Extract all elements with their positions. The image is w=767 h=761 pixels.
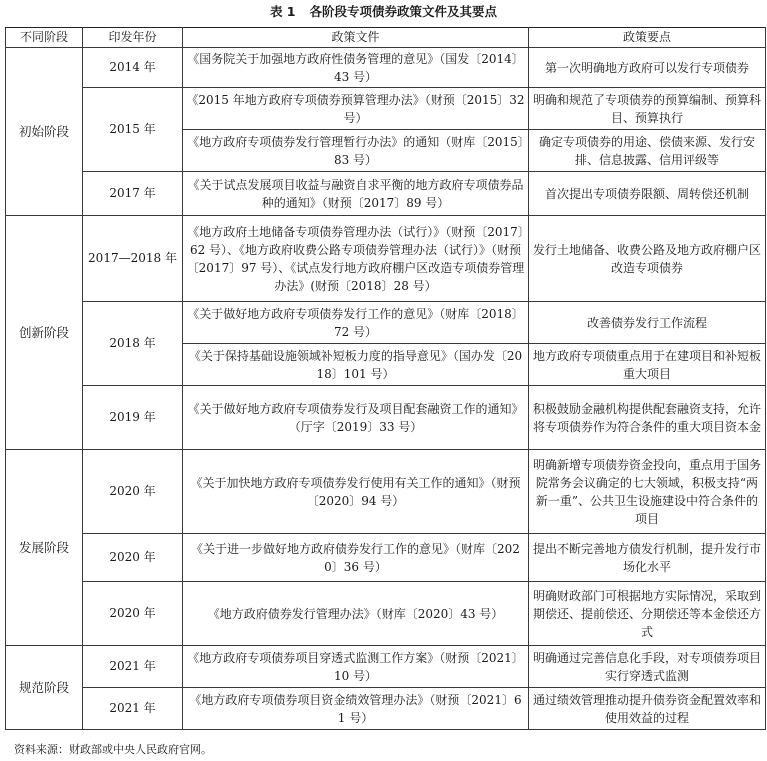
header-document: 政策文件 <box>183 28 529 48</box>
table-row <box>6 688 766 730</box>
key-point-cell: 通过绩效管理推动提升债券资金配置效率和使用效益的过程 <box>529 688 766 730</box>
table-row <box>6 450 766 534</box>
table-row <box>6 302 766 344</box>
table-caption: 各阶段专项债券政策文件及其要点 <box>309 4 498 19</box>
table-row <box>6 172 766 216</box>
year-cell: 2015 年 <box>83 88 183 172</box>
year-cell: 2014 年 <box>83 48 183 88</box>
table-row <box>6 216 766 302</box>
year-cell: 2021 年 <box>83 646 183 688</box>
key-point-cell: 地方政府专项债重点用于在建项目和补短板重大项目 <box>529 344 766 386</box>
table-row <box>6 88 766 130</box>
document-cell: 《地方政府专项债券项目资金绩效管理办法》（财预〔2021〕61 号） <box>183 688 529 730</box>
key-point-cell: 明确和规范了专项债券的预算编制、预算科目、预算执行 <box>529 88 766 130</box>
document-cell: 《地方政府土地储备专项债券管理办法（试行）》（财预〔2017〕62 号）、《地方政府收费公路专项债券管理办法（试行）》（财预〔2017〕97 号）、《试点发行地方政府棚户区改造专项债券管理办法》(财预〔2018〕28 号） <box>183 216 529 302</box>
key-point-cell: 首次提出专项债券限额、周转偿还机制 <box>529 172 766 216</box>
key-point-cell: 提出不断完善地方债发行机制，提升发行市场化水平 <box>529 534 766 582</box>
source-note: 资料来源：财政部或中央人民政府官网。 <box>14 743 212 756</box>
table-number: 表 1 <box>269 4 296 19</box>
document-cell: 《2015 年地方政府专项债券预算管理办法》（财预〔2015〕32 号） <box>183 88 529 130</box>
table-title <box>0 3 767 21</box>
key-point-cell: 积极鼓励金融机构提供配套融资支持，允许将专项债券作为符合条件的重大项目资本金 <box>529 386 766 450</box>
table-row <box>6 386 766 450</box>
year-cell: 2017—2018 年 <box>83 216 183 302</box>
table-row <box>6 534 766 582</box>
key-point-cell: 发行土地储备、收费公路及地方政府棚户区改造专项债券 <box>529 216 766 302</box>
year-cell: 2018 年 <box>83 302 183 386</box>
key-point-cell: 明确新增专项债券资金投向，重点用于国务院常务会议确定的七大领域，积极支持“两新一重”、公共卫生设施建设中符合条件的项目 <box>529 450 766 534</box>
table-row <box>6 48 766 88</box>
stage-cell: 创新阶段 <box>6 216 83 450</box>
document-cell: 《关于进一步做好地方政府债券发行工作的意见》（财库〔2020〕36 号） <box>183 534 529 582</box>
document-cell: 《关于保持基础设施领域补短板力度的指导意见》（国办发〔2018〕101 号） <box>183 344 529 386</box>
year-cell: 2017 年 <box>83 172 183 216</box>
document-cell: 《关于试点发展项目收益与融资自求平衡的地方政府专项债券品种的通知》（财预〔2017〕89 号） <box>183 172 529 216</box>
year-cell: 2020 年 <box>83 582 183 646</box>
year-cell: 2020 年 <box>83 450 183 534</box>
year-cell: 2021 年 <box>83 688 183 730</box>
stage-cell: 规范阶段 <box>6 646 83 730</box>
key-point-cell: 明确通过完善信息化手段，对专项债券项目实行穿透式监测 <box>529 646 766 688</box>
header-year: 印发年份 <box>83 28 183 48</box>
document-cell: 《地方政府债券发行管理办法》（财库〔2020〕43 号） <box>183 582 529 646</box>
document-cell: 《地方政府专项债券发行管理暂行办法》的通知（财库〔2015〕83 号） <box>183 130 529 172</box>
table-row <box>6 646 766 688</box>
document-cell: 《地方政府专项债券项目穿透式监测工作方案》（财预〔2021〕10 号） <box>183 646 529 688</box>
document-cell: 《国务院关于加强地方政府性债务管理的意见》（国发〔2014〕43 号） <box>183 48 529 88</box>
key-point-cell: 改善债券发行工作流程 <box>529 302 766 344</box>
header-row <box>6 28 766 48</box>
policy-table <box>5 27 766 730</box>
document-cell: 《关于加快地方政府专项债券发行使用有关工作的通知》（财预〔2020〕94 号） <box>183 450 529 534</box>
header-stage: 不同阶段 <box>6 28 83 48</box>
stage-cell: 初始阶段 <box>6 48 83 216</box>
key-point-cell: 第一次明确地方政府可以发行专项债券 <box>529 48 766 88</box>
key-point-cell: 明确财政部门可根据地方实际情况，采取到期偿还、提前偿还、分期偿还等本金偿还方式 <box>529 582 766 646</box>
document-cell: 《关于做好地方政府专项债券发行工作的意见》（财库〔2018〕72 号） <box>183 302 529 344</box>
document-cell: 《关于做好地方政府专项债券发行及项目配套融资工作的通知》（厅字〔2019〕33 号） <box>183 386 529 450</box>
year-cell: 2019 年 <box>83 386 183 450</box>
table-row <box>6 582 766 646</box>
header-key-points: 政策要点 <box>529 28 766 48</box>
year-cell: 2020 年 <box>83 534 183 582</box>
stage-cell: 发展阶段 <box>6 450 83 646</box>
key-point-cell: 确定专项债券的用途、偿债来源、发行安排、信息披露、信用评级等 <box>529 130 766 172</box>
